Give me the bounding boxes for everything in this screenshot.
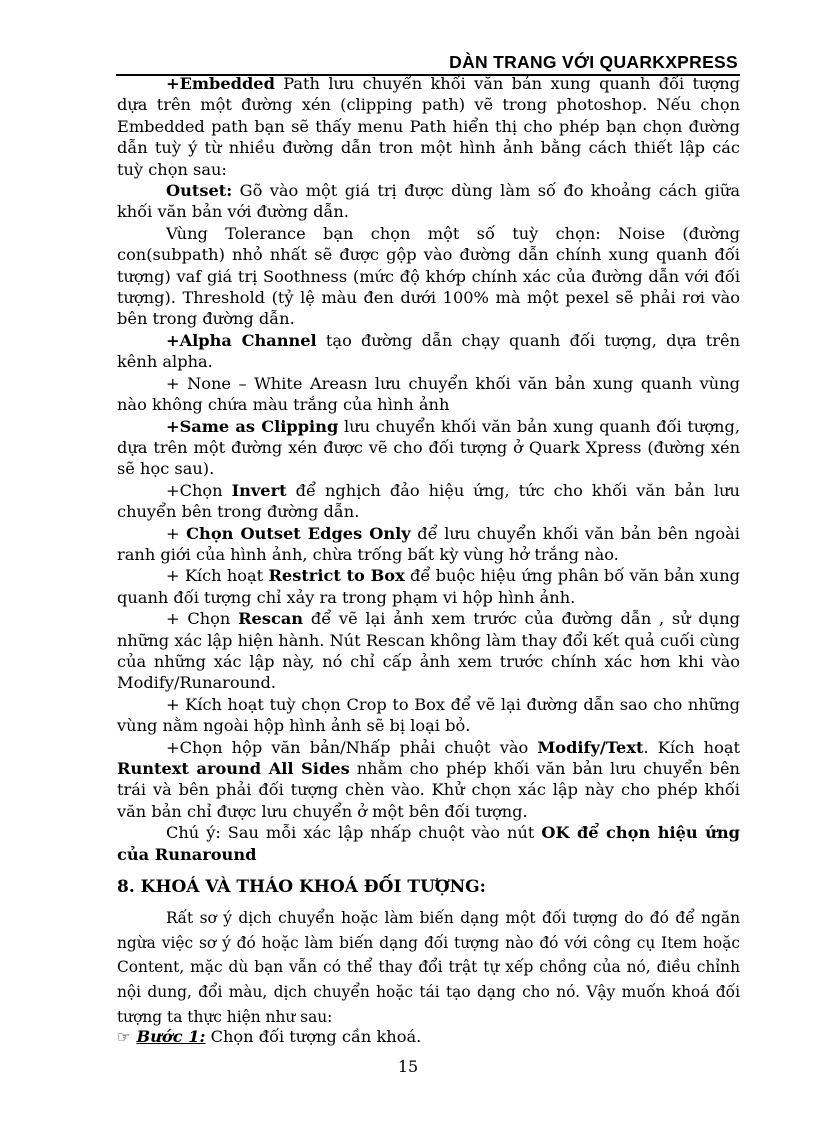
paragraph-alpha-channel: +Alpha Channel tạo đường dẫn chạy quanh đối tượng, dựa trên kênh alpha.: [117, 330, 740, 372]
section-paragraph: Rất sơ ý dịch chuyển hoặc làm biến dạng một đối tượng do đó để ngăn ngừa việc sơ ý đó hoặc làm biến dạng đối tượng nào đó với công cụ Item hoặc Content, mặc dù bạn vẫn có thể thay đổi trật tự xếp chồng của nó, điều chỉnh nội dung, đổi màu, dịch chuyển hoặc tái tạo dạng cho nó. Vậy muốn khoá đối tượng ta thực hiện như sau:: [117, 909, 740, 1026]
paragraph-rescan: + Chọn Rescan để vẽ lại ảnh xem trước của đường dẫn , sử dụng những xác lập hiện hành. Nút Rescan không làm thay đổi kết quả cuối cùng của những xác lập này, nó chỉ cấp ảnh xem trước chính xác hơn khi vào Modify/Runaround.: [117, 609, 741, 693]
pointing-hand-icon: ☞: [117, 1028, 131, 1046]
paragraph-outset-edges: + Chọn Outset Edges Only để lưu chuyển khối văn bản bên ngoài ranh giới của hình ảnh, chừa trống bất kỳ vùng hở trắng nào.: [117, 523, 740, 564]
section-body: [117, 906, 740, 1030]
header-title: DÀN TRANG VỚI QUARKXPRESS: [449, 52, 738, 72]
step-text: Chọn đối tượng cần khoá.: [205, 1027, 422, 1046]
body-text: [117, 73, 740, 865]
paragraph-same-as-clipping: +Same as Clipping lưu chuyển khối văn bản xung quanh đối tượng, dựa trên một đường xén được vẽ cho đối tượng ở Quark Xpress (đường xén sẽ học sau).: [117, 416, 740, 479]
paragraph-invert: +Chọn Invert để nghịch đảo hiệu ứng, tức cho khối văn bản lưu chuyển bên trong đường dẫn.: [117, 480, 740, 522]
paragraph-note: Chú ý: Sau mỗi xác lập nhấp chuột vào nút OK để chọn hiệu ứng của Runaround: [117, 823, 740, 864]
paragraph-tolerance: Vùng Tolerance bạn chọn một số tuỳ chọn: Noise (đường con(subpath) nhỏ nhất sẽ được gộp vào đường dẫn chính xung quanh đối tượng) vaf giá trị Soothness (mức độ khớp chính xác của đường dẫn với đối tượng). Threshold (tỷ lệ màu đen dưới 100% mà một pexel sẽ phải rơi vào bên trong đường dẫn.: [117, 223, 740, 329]
step-1: [117, 1027, 421, 1046]
paragraph-crop-to-box: + Kích hoạt tuỳ chọn Crop to Box để vẽ lại đường dẫn sao cho những vùng nằm ngoài hộp hình ảnh sẽ bị loại bỏ.: [117, 694, 740, 736]
section-heading: 8. KHOÁ VÀ THÁO KHOÁ ĐỐI TƯỢNG:: [117, 877, 486, 897]
paragraph-outset: Outset: Gõ vào một giá trị được dùng làm số đo khoảng cách giữa khối văn bản với đường dẫn.: [117, 181, 740, 222]
paragraph-restrict-to-box: + Kích hoạt Restrict to Box để buộc hiệu ứng phân bố văn bản xung quanh đối tượng chỉ xảy ra trong phạm vi hộp hình ảnh.: [117, 566, 741, 607]
paragraph-modify-text: +Chọn hộp văn bản/Nhấp phải chuột vào Modify/Text. Kích hoạt Runtext around All Sides nhằm cho phép khối văn bản lưu chuyển bên trái và bên phải đối tượng chèn vào. Khử chọn xác lập này cho phép khối văn bản chỉ được lưu chuyển ở một bên đối tượng.: [117, 737, 740, 821]
step-label: Bước 1:: [136, 1027, 206, 1046]
page-number: 15: [397, 1057, 419, 1076]
page-header: [116, 48, 740, 76]
paragraph-embedded: +Embedded Path lưu chuyển khối văn bản xung quanh đối tượng dựa trên một đường xén (clipping path) vẽ trong photoshop. Nếu chọn Embedded path bạn sẽ thấy menu Path hiển thị cho phép bạn chọn đường dẫn tuỳ ý từ nhiều đường dẫn tron một hình ảnh bằng cách thiết lập các tuỳ chọn sau:: [117, 74, 740, 179]
paragraph-none-white: + None – White Areasn lưu chuyển khối văn bản xung quanh vùng nào không chứa màu trắng của hình ảnh: [117, 373, 740, 415]
